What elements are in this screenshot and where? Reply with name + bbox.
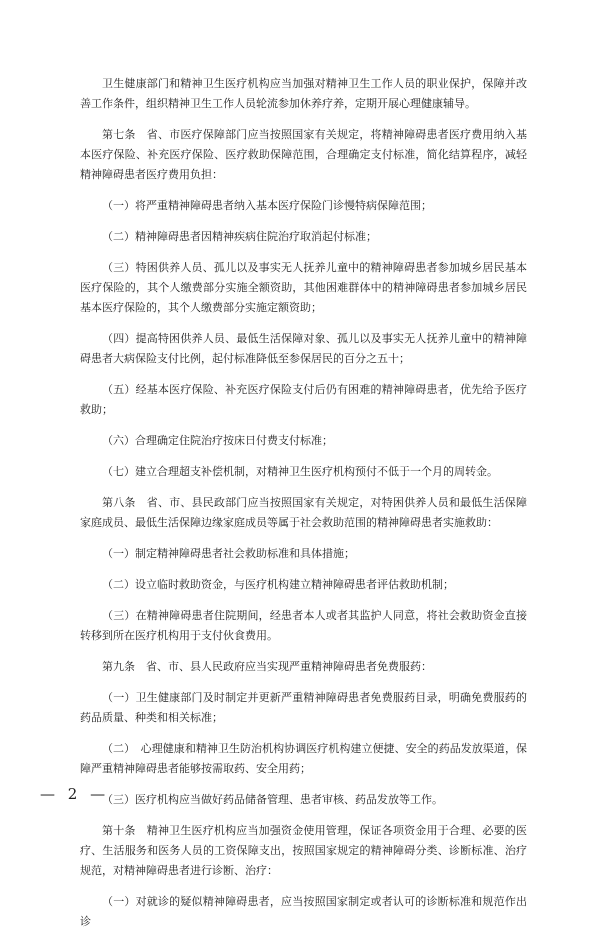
paragraph: 第九条 省、市、县人民政府应当实现严重精神障碍患者免费服药：: [102, 660, 432, 673]
page-number: — 2 —: [40, 785, 110, 803]
body-text: [80, 74, 527, 943]
paragraph: （三）在精神障碍患者住院期间，经患者本人或者其监护人同意，将社会救助资金直接转移到所在医疗机构用于支付伙食费用。: [80, 609, 527, 642]
paragraph: （一）将严重精神障碍患者纳入基本医疗保险门诊慢特病保障范围；: [102, 199, 432, 212]
paragraph: （二） 心理健康和精神卫生防治机构协调医疗机构建立便捷、安全的药品发放渠道，保障严重精神障碍患者能够按需取药、安全用药；: [80, 742, 527, 775]
paragraph: （一）对就诊的疑似精神障碍患者，应当按照国家制定或者认可的诊断标准和规范作出诊: [80, 895, 527, 928]
paragraph: （二）设立临时救助资金，与医疗机构建立精神障碍患者评估救助机制；: [102, 578, 454, 591]
paragraph: （六）合理确定住院治疗按床日付费支付标准；: [102, 434, 333, 447]
paragraph: （三）特困供养人员、孤儿以及事实无人抚养儿童中的精神障碍患者参加城乡居民基本医疗保险的，其个人缴费部分实施全额资助，其他困难群体中的精神障碍患者参加城乡居民基本医疗保险的，其个人缴费部分实施定额资助；: [80, 261, 527, 314]
paragraph: （七）建立合理超支补偿机制，对精神卫生医疗机构预付不低于一个月的周转金。: [102, 465, 498, 478]
paragraph: （三）医疗机构应当做好药品储备管理、患者审核、药品发放等工作。: [102, 793, 443, 806]
paragraph: （四）提高特困供养人员、最低生活保障对象、孤儿以及事实无人抚养儿童中的精神障碍患者大病保险支付比例，起付标准降低至参保居民的百分之五十；: [80, 332, 527, 365]
paragraph: 卫生健康部门和精神卫生医疗机构应当加强对精神卫生工作人员的职业保护，保障并改善工作条件，组织精神卫生工作人员轮流参加休养疗养，定期开展心理健康辅导。: [80, 77, 527, 110]
paragraph: 第十条 精神卫生医疗机构应当加强资金使用管理，保证各项资金用于合理、必要的医疗、生活服务和医务人员的工资保障支出，按照国家规定的精神障碍分类、诊断标准、治疗规范，对精神障碍患者进行诊断、治疗：: [80, 824, 527, 877]
paragraph: （一）制定精神障碍患者社会救助标准和具体措施；: [102, 547, 355, 560]
paragraph: 第八条 省、市、县民政部门应当按照国家有关规定，对特困供养人员和最低生活保障家庭成员、最低生活保障边缘家庭成员等属于社会救助范围的精神障碍患者实施救助：: [80, 496, 527, 529]
paragraph: （五）经基本医疗保险、补充医疗保险支付后仍有困难的精神障碍患者，优先给予医疗救助；: [80, 383, 527, 416]
paragraph: （一）卫生健康部门及时制定并更新严重精神障碍患者免费服药目录，明确免费服药的药品质量、种类和相关标准；: [80, 691, 527, 724]
paragraph: 第七条 省、市医疗保障部门应当按照国家有关规定，将精神障碍患者医疗费用纳入基本医疗保险、补充医疗保险、医疗救助保障范围，合理确定支付标准，简化结算程序，减轻精神障碍患者医疗费用负担：: [80, 128, 527, 181]
paragraph: （二）精神障碍患者因精神疾病住院治疗取消起付标准；: [102, 230, 377, 243]
